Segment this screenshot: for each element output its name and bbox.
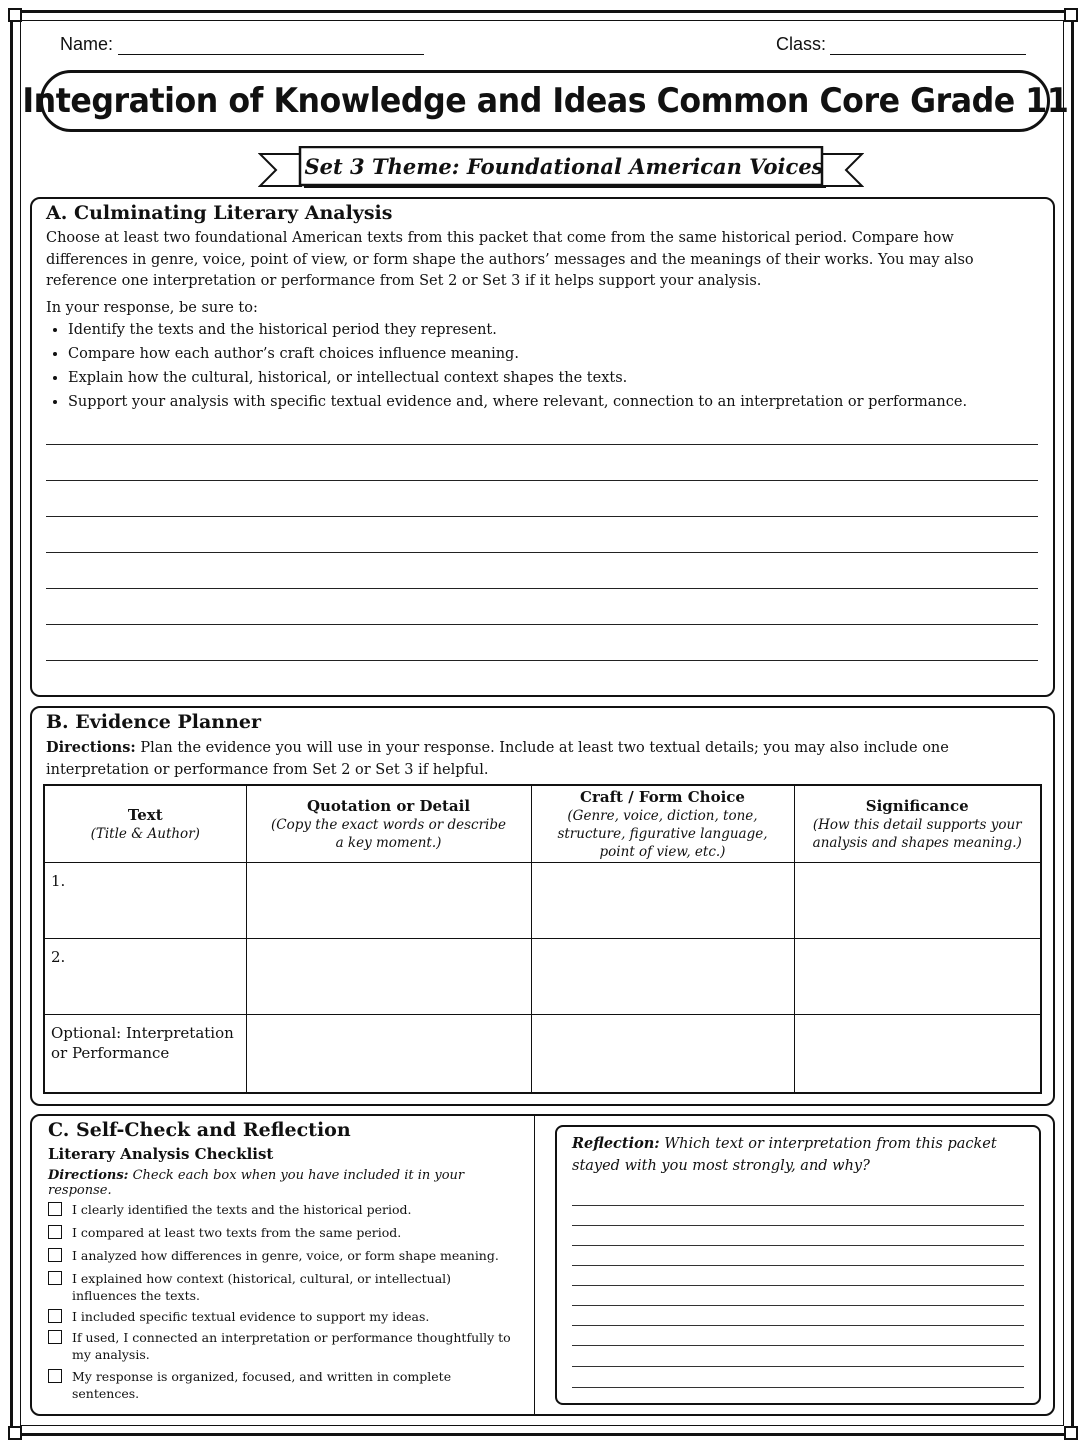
section-divider <box>534 1116 535 1414</box>
table-cell[interactable] <box>531 1015 794 1093</box>
checkbox[interactable] <box>48 1202 62 1216</box>
evidence-table <box>43 784 1042 1094</box>
reflection-question: Which text or interpretation from this packet stayed with you most strongly, and why? <box>572 1136 997 1174</box>
reflection-label: Reflection: <box>572 1135 660 1152</box>
writing-line[interactable] <box>572 1366 1024 1367</box>
column-title: Quotation or Detail <box>306 796 471 815</box>
checklist-item-label: My response is organized, focused, and written in complete sentences. <box>72 1369 452 1401</box>
writing-line[interactable] <box>572 1305 1024 1306</box>
list-item: • Support your analysis with specific textual evidence and, where relevant, connection to an interpretation or performance. <box>68 390 967 414</box>
checklist-item[interactable] <box>48 1329 518 1363</box>
requirements-list <box>46 318 967 414</box>
list-item: • Compare how each author’s craft choices influence meaning. <box>68 342 967 366</box>
column-title: Craft / Form Choice <box>580 787 745 806</box>
checkbox[interactable] <box>48 1271 62 1285</box>
column-subtitle: (Genre, voice, diction, tone, structure, figurative language, point of view, etc.) <box>557 807 768 860</box>
checklist-item[interactable] <box>48 1368 518 1402</box>
writing-line[interactable] <box>572 1325 1024 1326</box>
column-header-craft <box>531 785 794 863</box>
row-label-cell[interactable] <box>44 863 246 939</box>
table-header-row <box>44 785 1041 863</box>
checklist-title: Literary Analysis Checklist <box>48 1145 274 1163</box>
column-subtitle: (Copy the exact words or describe a key moment.) <box>270 816 506 851</box>
checklist-item-label: I compared at least two texts from the same period. <box>72 1225 402 1240</box>
row-label-cell[interactable] <box>44 1015 246 1093</box>
corner-ornament <box>8 1426 22 1440</box>
checkbox[interactable] <box>48 1225 62 1239</box>
writing-line[interactable] <box>572 1387 1024 1388</box>
row-label: 2. <box>51 948 66 966</box>
title-banner <box>22 70 1068 132</box>
corner-ornament <box>1064 8 1078 22</box>
table-row <box>44 939 1041 1015</box>
writing-line[interactable] <box>46 588 1038 589</box>
checklist-item-label: If used, I connected an interpretation or performance thoughtfully to my analysis. <box>72 1330 511 1362</box>
checklist-item-label: I explained how context (historical, cultural, or intellectual) influences the texts. <box>72 1271 452 1303</box>
column-title: Text <box>127 805 163 824</box>
section-a-prompt: Choose at least two foundational American texts from this packet that come from the same historical period. Compare how differences in genre, voice, point of view, or form shape the authors’ messages and the meanings of their works. You may also reference one interpretation or performance from Set 2 or Set 3 if it helps support your analysis. <box>46 230 974 289</box>
column-header-text <box>44 785 246 863</box>
class-label: Class: <box>776 34 827 54</box>
row-label: Optional: Interpretation or Performance <box>51 1024 234 1062</box>
checkbox[interactable] <box>48 1248 62 1262</box>
corner-ornament <box>8 8 22 22</box>
checkbox[interactable] <box>48 1369 62 1383</box>
name-label: Name: <box>60 34 114 54</box>
column-subtitle: (How this detail supports your analysis and shapes meaning.) <box>812 816 1022 851</box>
section-a-heading: A. Culminating Literary Analysis <box>46 202 393 224</box>
writing-line[interactable] <box>46 480 1038 481</box>
row-label-cell[interactable] <box>44 939 246 1015</box>
column-subtitle: (Title & Author) <box>90 825 200 842</box>
table-cell[interactable] <box>531 863 794 939</box>
checklist-directions <box>48 1168 528 1198</box>
writing-line[interactable] <box>46 444 1038 445</box>
writing-line[interactable] <box>46 660 1038 661</box>
column-header-quotation <box>246 785 531 863</box>
checklist-item[interactable] <box>48 1270 518 1304</box>
writing-line[interactable] <box>572 1265 1024 1266</box>
checklist-item-label: I analyzed how differences in genre, voice, or form shape meaning. <box>72 1248 499 1263</box>
directions-text: Check each box when you have included it in your response. <box>48 1168 465 1198</box>
writing-line[interactable] <box>46 516 1038 517</box>
checkbox[interactable] <box>48 1330 62 1344</box>
checklist-item[interactable] <box>48 1201 518 1218</box>
writing-line[interactable] <box>572 1245 1024 1246</box>
writing-line[interactable] <box>572 1205 1024 1206</box>
writing-line[interactable] <box>46 552 1038 553</box>
writing-line[interactable] <box>572 1285 1024 1286</box>
page-title: Integration of Knowledge and Ideas Common Core Grade 11 <box>22 81 1068 121</box>
checklist-item-label: I included specific textual evidence to support my ideas. <box>72 1309 430 1324</box>
section-c-heading: C. Self-Check and Reflection <box>48 1119 351 1141</box>
table-cell[interactable] <box>531 939 794 1015</box>
directions-text: Plan the evidence you will use in your response. Include at least two textual details; you may also include one interpretation or performance from Set 2 or Set 3 if helpful. <box>46 740 949 778</box>
class-field[interactable] <box>830 54 1026 55</box>
checklist-item[interactable] <box>48 1308 518 1325</box>
section-b-heading: B. Evidence Planner <box>46 711 262 733</box>
list-item: • Identify the texts and the historical period they represent. <box>68 318 967 342</box>
directions-label: Directions: <box>48 1168 129 1183</box>
table-row <box>44 863 1041 939</box>
column-header-significance <box>794 785 1041 863</box>
table-cell[interactable] <box>246 863 531 939</box>
checklist-item[interactable] <box>48 1224 518 1241</box>
table-cell[interactable] <box>794 863 1041 939</box>
theme-title: Set 3 Theme: Foundational American Voices <box>304 153 824 179</box>
checklist-item[interactable] <box>48 1247 518 1264</box>
checklist-item-label: I clearly identified the texts and the historical period. <box>72 1202 412 1217</box>
table-row <box>44 1015 1041 1093</box>
table-cell[interactable] <box>246 1015 531 1093</box>
table-cell[interactable] <box>246 939 531 1015</box>
directions-label: Directions: <box>46 739 136 756</box>
reflection-prompt <box>572 1133 1012 1177</box>
writing-line[interactable] <box>572 1225 1024 1226</box>
table-cell[interactable] <box>794 939 1041 1015</box>
section-a-intro: In your response, be sure to: <box>46 300 258 316</box>
table-cell[interactable] <box>794 1015 1041 1093</box>
writing-line[interactable] <box>46 624 1038 625</box>
list-item: • Explain how the cultural, historical, or intellectual context shapes the texts. <box>68 366 967 390</box>
writing-line[interactable] <box>572 1345 1024 1346</box>
name-field[interactable] <box>118 54 424 55</box>
checkbox[interactable] <box>48 1309 62 1323</box>
corner-ornament <box>1064 1426 1078 1440</box>
row-label: 1. <box>51 872 66 890</box>
section-b-directions <box>46 737 1036 781</box>
column-title: Significance <box>865 796 969 815</box>
